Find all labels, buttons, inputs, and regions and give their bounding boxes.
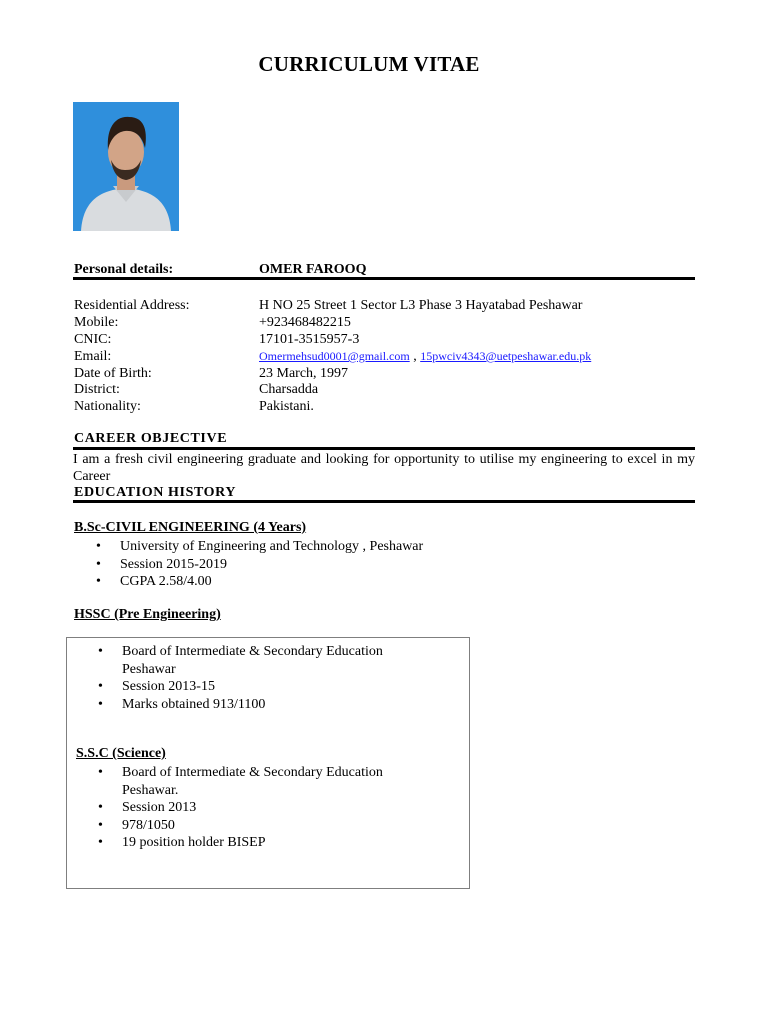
district-label: District: — [74, 382, 120, 397]
hssc-board-line1: Board of Intermediate & Secondary Education — [122, 644, 383, 659]
list-item: • Session 2013 — [122, 799, 383, 817]
list-item — [122, 643, 383, 678]
nationality-row — [74, 398, 694, 415]
personal-details-header — [74, 261, 694, 278]
mobile-value: +923468482215 — [259, 315, 351, 330]
ssc-heading: S.S.C (Science) — [76, 746, 166, 761]
hssc-board-line2: Peshawar — [122, 661, 176, 677]
bsc-heading: B.Sc-CIVIL ENGINEERING (4 Years) — [74, 520, 307, 535]
list-item: • CGPA 2.58/4.00 — [120, 573, 423, 591]
residential-address-value: H NO 25 Street 1 Sector L3 Phase 3 Hayatabad Peshawar — [259, 298, 583, 313]
district-value: Charsadda — [259, 382, 319, 397]
district-row — [74, 381, 694, 398]
list-item — [122, 764, 383, 799]
email-row — [74, 348, 694, 365]
profile-photo — [73, 102, 179, 231]
residential-address-label: Residential Address: — [74, 298, 190, 313]
email-link-university[interactable]: 15pwciv4343@uetpeshawar.edu.pk — [420, 349, 592, 363]
nationality-value: Pakistani. — [259, 399, 314, 414]
list-item: • Session 2013-15 — [122, 678, 383, 696]
email-values — [259, 348, 591, 365]
career-objective-heading: CAREER OBJECTIVE — [74, 431, 228, 446]
email-label: Email: — [74, 349, 112, 364]
career-objective-text: I am a fresh civil engineering graduate and looking for opportunity to utilise my engineering to excel in my Career — [73, 452, 695, 484]
email-link-gmail[interactable]: Omermehsud0001@gmail.com — [259, 349, 410, 363]
ssc-board-line1: Board of Intermediate & Secondary Education — [122, 765, 383, 780]
list-item: • Marks obtained 913/1100 — [122, 696, 383, 714]
ssc-list — [122, 764, 383, 852]
date-of-birth-row — [74, 365, 694, 382]
nationality-label: Nationality: — [74, 399, 141, 414]
hssc-heading: HSSC (Pre Engineering) — [74, 607, 221, 622]
profile-photo-portrait — [73, 102, 179, 231]
list-item: • 19 position holder BISEP — [122, 834, 383, 852]
candidate-name: OMER FAROOQ — [259, 262, 367, 277]
mobile-label: Mobile: — [74, 315, 119, 330]
cnic-value: 17101-3515957-3 — [259, 332, 360, 347]
cnic-row — [74, 331, 694, 348]
personal-details-rule — [73, 277, 695, 280]
email-separator: , — [413, 349, 417, 364]
list-item: • 978/1050 — [122, 817, 383, 835]
date-of-birth-value: 23 March, 1997 — [259, 366, 349, 381]
personal-details-heading: Personal details: — [74, 262, 174, 277]
bsc-list — [120, 538, 423, 591]
list-item: • Session 2015-2019 — [120, 556, 423, 574]
list-item: • University of Engineering and Technology , Peshawar — [120, 538, 423, 556]
date-of-birth-label: Date of Birth: — [74, 366, 152, 381]
cv-title: CURRICULUM VITAE — [258, 52, 480, 76]
hssc-list — [122, 643, 383, 713]
cnic-label: CNIC: — [74, 332, 112, 347]
education-history-heading: EDUCATION HISTORY — [74, 485, 237, 500]
ssc-board-line2: Peshawar. — [122, 782, 179, 798]
residential-address-row — [74, 297, 694, 314]
mobile-row — [74, 314, 694, 331]
career-objective-rule — [73, 447, 695, 450]
education-history-rule — [73, 500, 695, 503]
